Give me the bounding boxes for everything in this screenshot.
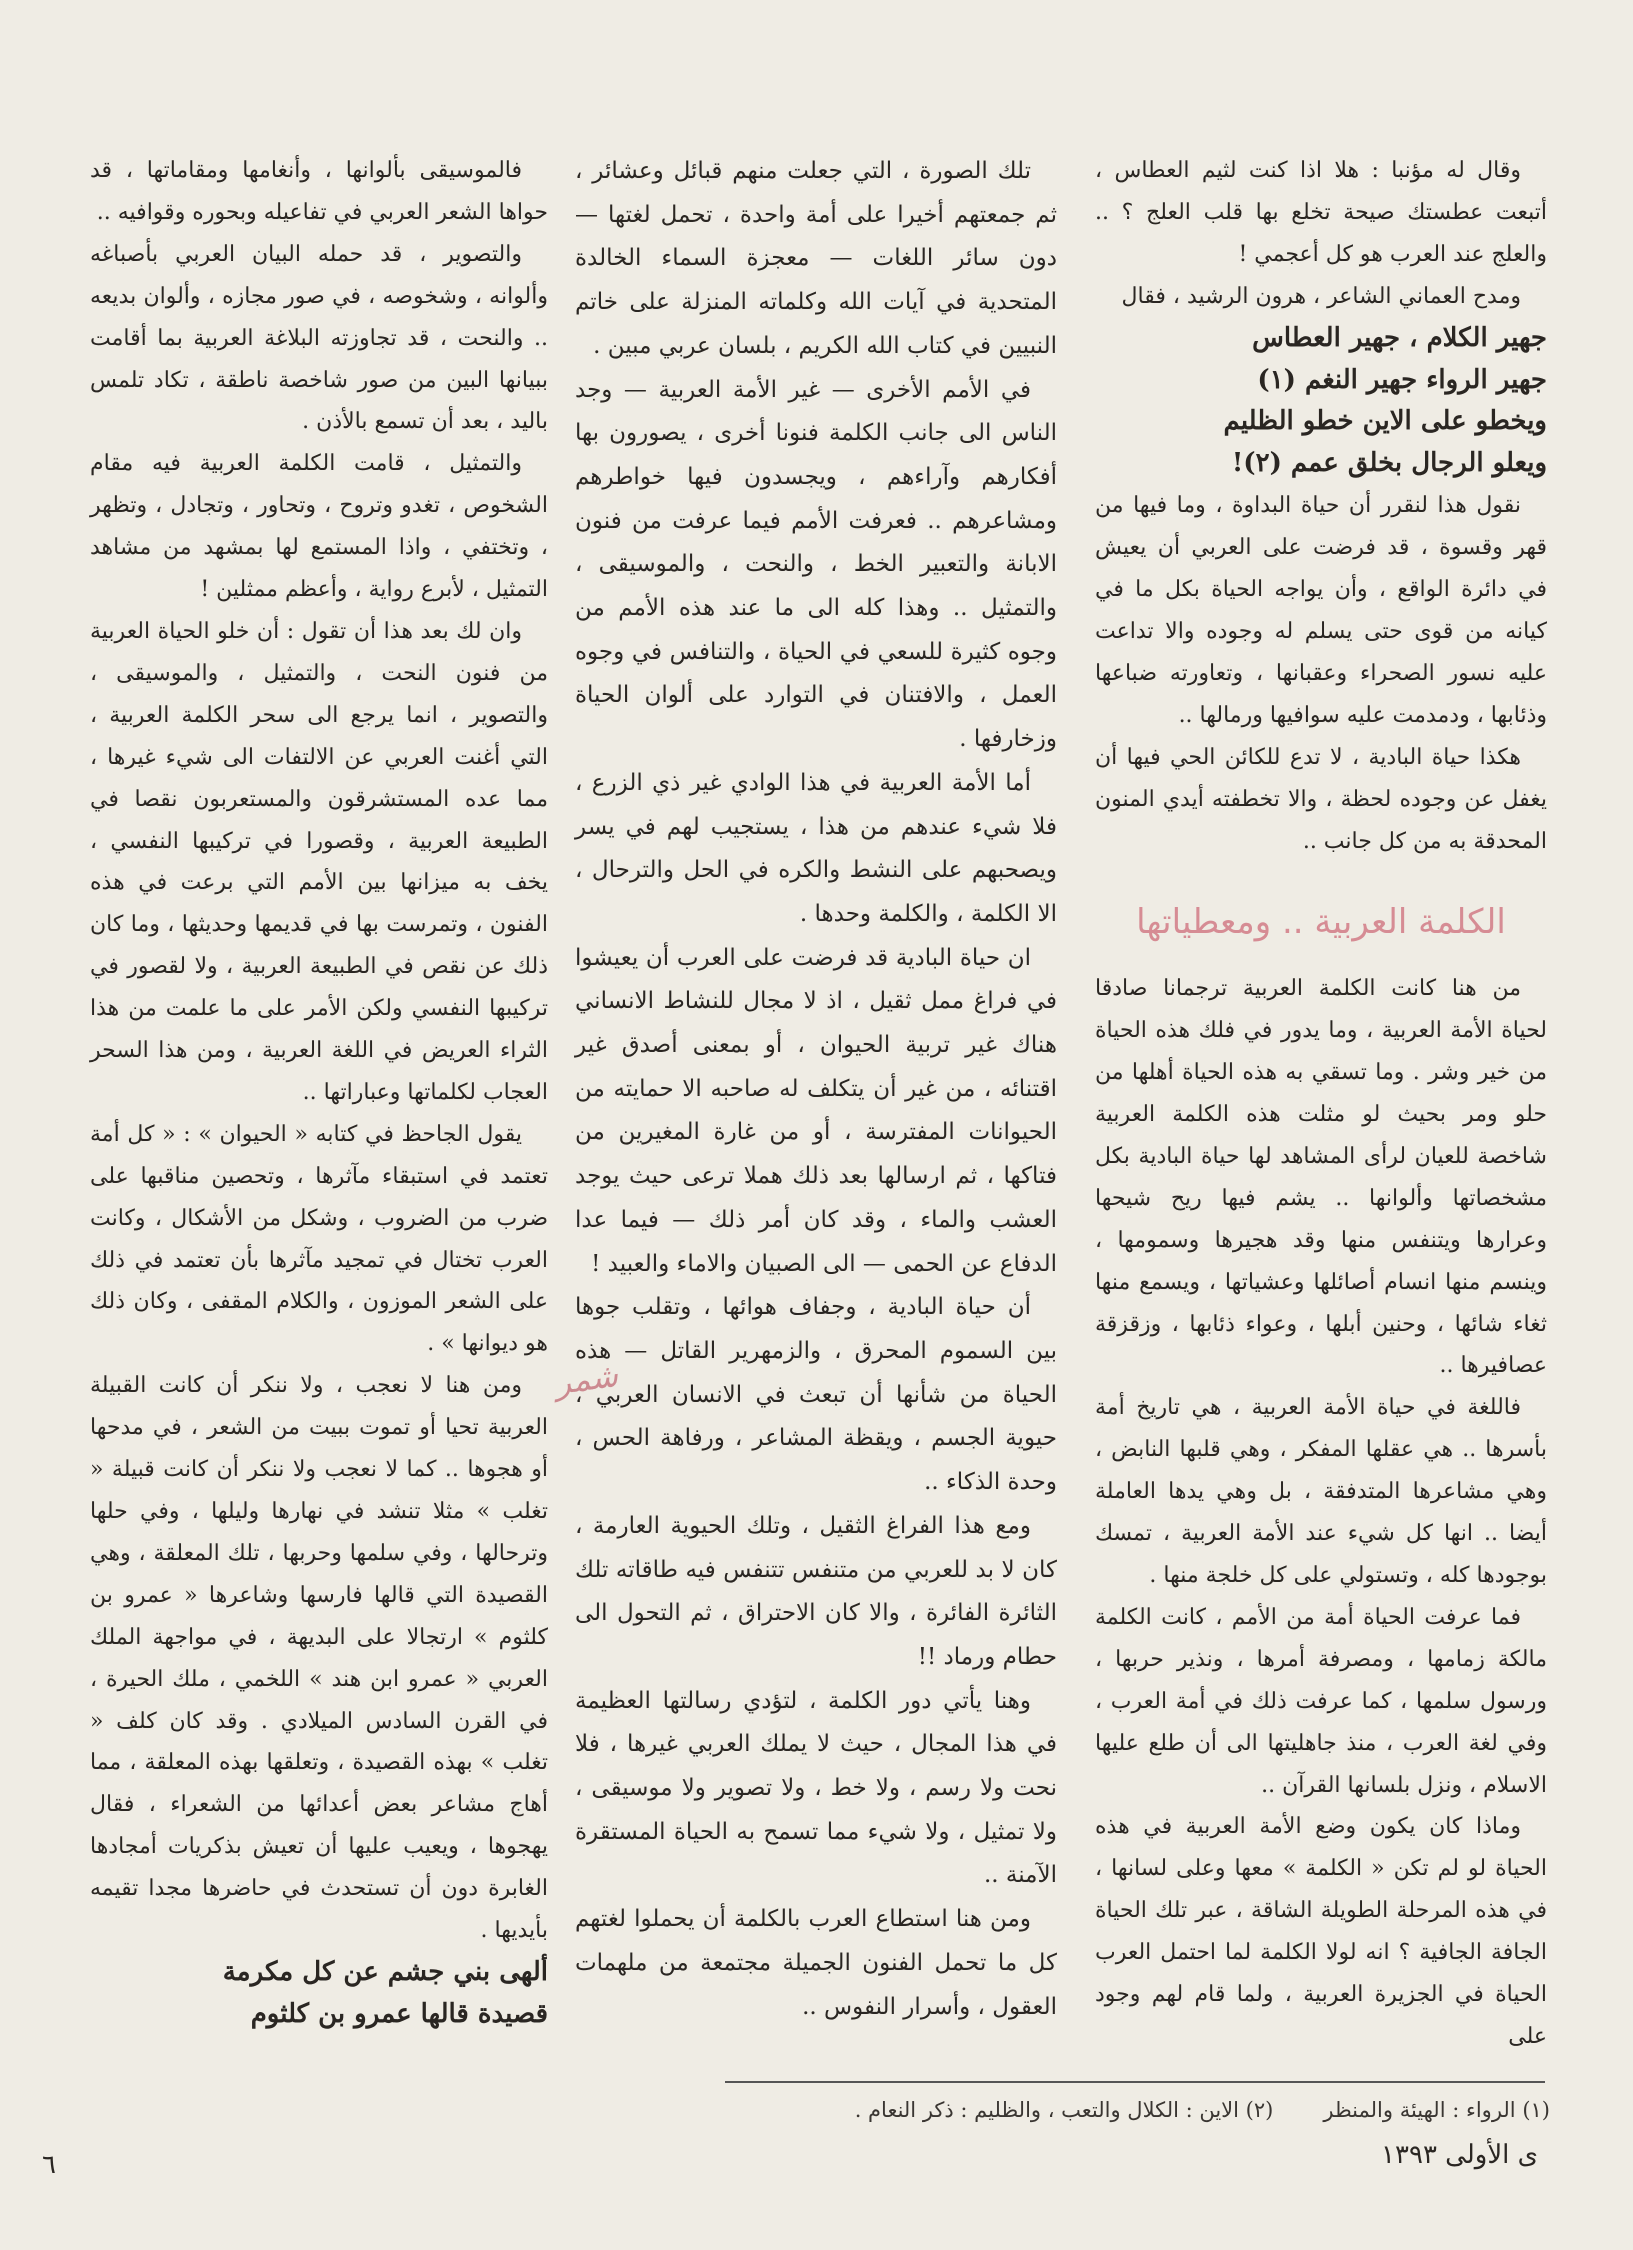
poem-line: ويعلو الرجال بخلق عمم (٢)! bbox=[1231, 448, 1547, 479]
paragraph: وان لك بعد هذا أن تقول : أن خلو الحياة العربية من فنون النحت ، والتمثيل ، والموسيقى ، والتصوير ، انما يرجع الى سحر الكلمة العربية ، التي أغنت العربي عن الالتفات الى شيء غيرها ، مما عده المستشرقون والمستعربون نقصا في الطبيعة العربية ، وقصورا في تركيبها النفسي ، يخف به ميزانها بين الأمم التي برعت في هذه الفنون ، وتمرست بها في قديمها وحديثها ، وما كان ذلك عن نقص في الطبيعة العربية ، ولا لقصور في تركيبها النفسي ولكن الأمر على ما علمت من هذا الثراء العريض في اللغة العربية ، ومن هذا السحر العجاب لكلماتها وعباراتها .. bbox=[90, 618, 548, 1105]
footnotes bbox=[720, 2098, 1550, 2122]
paragraph: ومن هنا لا نعجب ، ولا ننكر أن كانت القبيلة العربية تحيا أو تموت ببيت من الشعر ، في مدحها أو هجوها .. كما لا نعجب ولا ننكر أن كانت قبيلة « تغلب » مثلا تنشد في نهارها وليلها ، وفي حلها وترحالها ، وفي سلمها وحربها ، تلك المعلقة ، وهي القصيدة التي قالها فارسها وشاعرها « عمرو بن كلثوم » ارتجالا على البديهة ، في مواجهة الملك العربي « عمرو ابن هند » اللخمي ، ملك الحيرة ، في القرن السادس الميلادي . وقد كان كلف « تغلب » بهذه القصيدة ، وتعلقها بهذه المعلقة ، مما أهاج مشاعر بعض أعدائها من الشعراء ، فقال يهجوها ، ويعيب عليها أن تعيش بذكريات أمجادها الغابرة دون أن تستحدث في حاضرها مجدا تقيمه بأيديها . bbox=[90, 1373, 548, 1944]
paragraph: ومدح العماني الشاعر ، هرون الرشيد ، فقال bbox=[1121, 283, 1521, 309]
margin-signature: شمر bbox=[552, 1355, 621, 1403]
paragraph: وقال له مؤنبا : هلا اذا كنت لثيم العطاس ، أتبعت عطستك صيحة تخلع بها قلب العلج ؟ .. والعلج عند العرب هو كل أعجمي ! bbox=[1095, 158, 1547, 267]
paragraph: فما عرفت الحياة أمة من الأمم ، كانت الكلمة مالكة زمامها ، ومصرفة أمرها ، ونذير حربها ، ورسول سلمها ، كما عرفت ذلك في أمة العرب ، وفي لغة العرب ، منذ جاهليتها الى أن طلع عليها الاسلام ، ونزل بلسانها القرآن .. bbox=[1095, 1604, 1547, 1798]
paragraph: ومع هذا الفراغ الثقيل ، وتلك الحيوية العارمة ، كان لا بد للعربي من متنفس تتنفس فيه طاقاته تلك الثائرة الفائرة ، والا كان الاحتراق ، ثم التحول الى حطام ورماد !! bbox=[575, 1512, 1057, 1670]
paragraph: ومن هنا استطاع العرب بالكلمة أن يحملوا لغتهم كل ما تحمل الفنون الجميلة مجتمعة من ملهمات العقول ، وأسرار النفوس .. bbox=[575, 1906, 1057, 2020]
paragraph: فالموسيقى بألوانها ، وأنغامها ومقاماتها ، قد حواها الشعر العربي في تفاعيله وبحوره وقوافيه .. bbox=[90, 158, 548, 225]
footnote-divider bbox=[725, 2081, 1545, 2083]
column-right bbox=[1095, 150, 1547, 2058]
poem-line: ألهى بني جشم عن كل مكرمة bbox=[222, 1956, 548, 1987]
paragraph: وماذا كان يكون وضع الأمة العربية في هذه الحياة لو لم تكن « الكلمة » معها وعلى لسانها ، في هذه المرحلة الطويلة الشاقة ، عبر تلك الحياة الجافة الجافية ؟ انه لولا الكلمة لما احتمل العرب الحياة في الجزيرة العربية ، ولما قام لهم وجود على bbox=[1095, 1814, 1547, 2049]
section-subheading: الكلمة العربية .. ومعطياتها bbox=[1136, 902, 1506, 943]
paragraph: ان حياة البادية قد فرضت على العرب أن يعيشوا في فراغ ممل ثقيل ، اذ لا مجال للنشاط الانساني هناك غير تربية الحيوان ، أو بمعنى أصدق غير اقتنائه ، من غير أن يتكلف له صاحبه الا حمايته من الحيوانات المفترسة ، أو من غارة المغيرين من فتاكها ، ثم ارسالها بعد ذلك هملا ترعى حيث يوجد العشب والماء ، وقد كان أمر ذلك — فيما عدا الدفاع عن الحمى — الى الصبيان والاماء والعبيد ! bbox=[575, 944, 1057, 1277]
paragraph: تلك الصورة ، التي جعلت منهم قبائل وعشائر ، ثم جمعتهم أخيرا على أمة واحدة ، تحمل لغتها — دون سائر اللغات — معجزة السماء الخالدة المتحدية في آيات الله وكلماته المنزلة على خاتم النبيين في كتاب الله الكريم ، بلسان عربي مبين . bbox=[575, 158, 1057, 359]
footnote-1: (١) الرواء : الهيئة والمنظر bbox=[1323, 2098, 1550, 2122]
paragraph: أن حياة البادية ، وجفاف هوائها ، وتقلب جوها بين السموم المحرق ، والزمهرير القاتل — هذه الحياة من شأنها أن تبعث في الانسان العربي ، حيوية الجسم ، ويقظة المشاعر ، ورفاهة الحس ، وحدة الذكاء .. bbox=[575, 1294, 1057, 1496]
paragraph: هكذا حياة البادية ، لا تدع للكائن الحي فيها أن يغفل عن وجوده لحظة ، والا تخطفته أيدي المنون المحدقة به من كل جانب .. bbox=[1095, 744, 1547, 854]
column-middle bbox=[552, 150, 1057, 2029]
paragraph: والتمثيل ، قامت الكلمة العربية فيه مقام الشخوص ، تغدو وتروح ، وتحاور ، وتجادل ، وتظهر ، وتختفي ، واذا المستمع لها بمشهد من مشاهد التمثيل ، لأبرع رواية ، وأعظم ممثلين ! bbox=[90, 451, 548, 603]
paragraph: فاللغة في حياة الأمة العربية ، هي تاريخ أمة بأسرها .. هي عقلها المفكر ، وهي قلبها النابض ، وهي مشاعرها المتدفقة ، بل وهي يدها العاملة أيضا .. انها كل شيء عند الأمة العربية ، تمسك بوجودها كله ، وتستولي على كل خلجة منها . bbox=[1095, 1395, 1547, 1588]
page-number: ٦ bbox=[42, 2150, 56, 2180]
paragraph: والتصوير ، قد حمله البيان العربي بأصباغه وألوانه ، وشخوصه ، في صور مجازه ، وألوان بديعه .. والنحت ، قد تجاوزته البلاغة العربية بما أقامت ببيانها البين من صور شاخصة ناطقة ، تكاد تلمس باليد ، بعد أن تسمع بالأذن . bbox=[90, 241, 548, 435]
paragraph: وهنا يأتي دور الكلمة ، لتؤدي رسالتها العظيمة في هذا المجال ، حيث لا يملك العربي غيرها ، فلا نحت ولا رسم ، ولا خط ، ولا تصوير ولا موسيقى ، ولا تمثيل ، ولا شيء مما تسمح به الحياة المستقرة الآمنة .. bbox=[575, 1687, 1057, 1889]
poem-line: جهير الرواء جهير النغم (١) bbox=[1257, 364, 1547, 395]
paragraph: يقول الجاحظ في كتابه « الحيوان » : « كل أمة تعتمد في استبقاء مآثرها ، وتحصين مناقبها على ضرب من الضروب ، وشكل من الأشكال ، وكانت العرب تختال في تمجيد مآثرها بأن تعتمد في ذلك على الشعر الموزون ، والكلام المقفى ، وكان ذلك هو ديوانها » . bbox=[90, 1121, 548, 1357]
paragraph: في الأمم الأخرى — غير الأمة العربية — وجد الناس الى جانب الكلمة فنونا أخرى ، يصورون بها أفكارهم وآراءهم ، ويجسدون فيها خواطرهم ومشاعرهم .. فعرفت الأمم فيما عرفت من فنون الابانة والتعبير الخط ، والنحت ، والموسيقى ، والتمثيل .. وهذا كله الى ما عند هذه الأمم من وجوه كثيرة للسعي في الحياة ، والتنافس في وجوه العمل ، والافتنان في التوارد على ألوان الحياة وزخارفها . bbox=[575, 376, 1057, 753]
footnote-2: (٢) الاين : الكلال والتعب ، والظليم : ذكر النعام . bbox=[854, 2098, 1274, 2122]
column-left bbox=[90, 150, 548, 2036]
poem-line: قصيدة قالها عمرو بن كلثوم bbox=[250, 1998, 548, 2029]
paragraph: من هنا كانت الكلمة العربية ترجمانا صادقا لحياة الأمة العربية ، وما يدور في فلك هذه الحياة من خير وشر . وما تسقي به هذه الحياة أهلها من حلو ومر بحيث لو مثلت هذه الكلمة العربية شاخصة للعيان لرأى المشاهد لها حياة البادية بكل مشخصاتها وألوانها .. يشم فيها ريح شيحها وعرارها ويتنفس منها وقد هجيرها وسمومها ، وينسم منها انسام أصائلها وعشياتها ، ويسمع منها ثغاء شائها ، وحنين أبلها ، وعواء ذئابها ، وزقزقة عصافيرها .. bbox=[1095, 976, 1547, 1379]
poem-line: جهير الكلام ، جهير العطاس bbox=[1252, 322, 1547, 353]
poem-line: ويخطو على الاين خطو الظليم bbox=[1223, 406, 1547, 437]
issue-label: ى الأولى ١٣٩٣ bbox=[1381, 2140, 1538, 2170]
paragraph: نقول هذا لنقرر أن حياة البداوة ، وما فيها من قهر وقسوة ، قد فرضت على العربي أن يعيش في دائرة الواقع ، وأن يواجه الحياة بكل ما في كيانه من قوى حتى يسلم له وجوده والا تداعت عليه نسور الصحراء وعقبانها ، وتعاورته ضباعها وذئابها ، ودمدمت عليه سوافيها ورمالها .. bbox=[1095, 493, 1547, 728]
paragraph: أما الأمة العربية في هذا الوادي غير ذي الزرع ، فلا شيء عندهم من هذا ، يستجيب لهم في يسر ويصحبهم على النشط والكره في الحل والترحال ، الا الكلمة ، والكلمة وحدها . bbox=[575, 769, 1057, 927]
